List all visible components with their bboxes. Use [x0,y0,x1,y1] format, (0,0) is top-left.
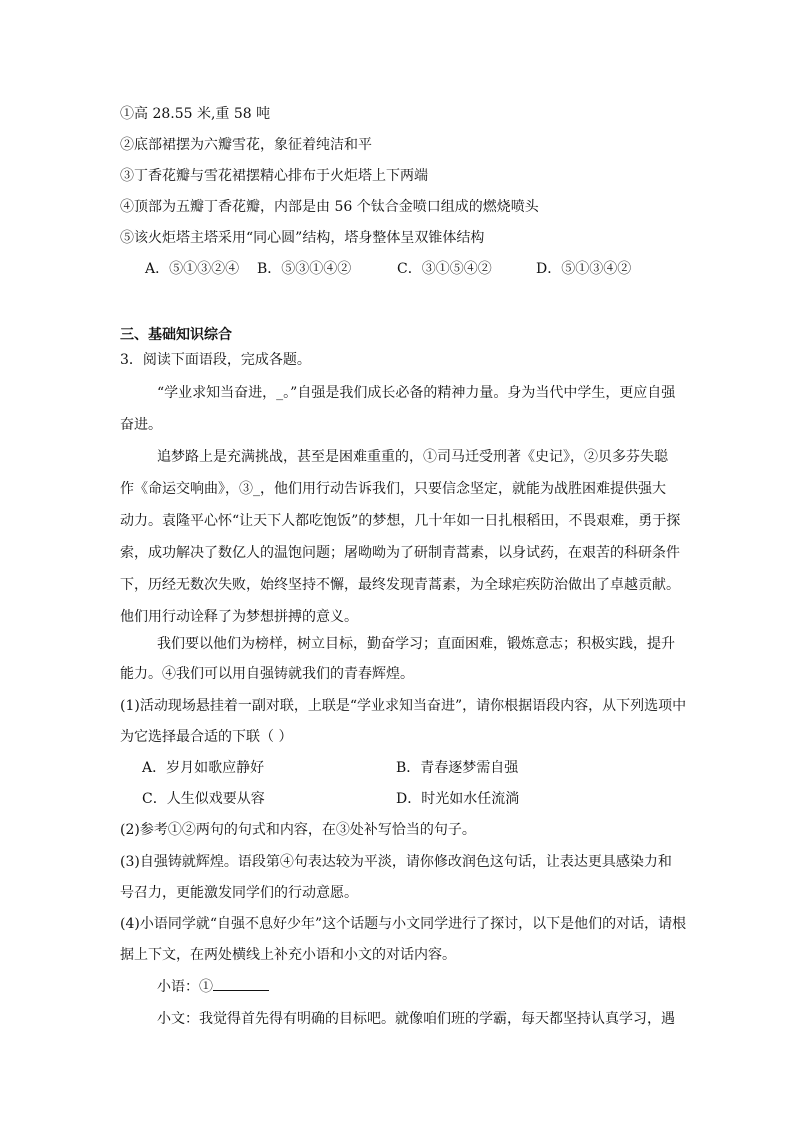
answer-blank[interactable] [213,976,269,991]
option-item-4: ④顶部为五瓣丁香花瓣，内部是由 56 个钛合金喷口组成的燃烧喷头 [120,199,539,215]
passage-p3-line1: 我们要以他们为榜样，树立目标，勤奋学习；直面困难，锻炼意志；积极实践，提升 [157,636,675,652]
sub1-option-b: B．青春逐梦需自强 [396,760,519,776]
answer-option-d: D．⑤①③④② [536,261,632,277]
option-item-1: ①高 28.55 米,重 58 吨 [120,106,271,122]
passage-p3-line2: 能力。④我们可以用自强铸就我们的青春辉煌。 [120,666,414,682]
passage-p2-line1: 追梦路上是充满挑战，甚至是困难重重的，①司马迁受刑著《史记》，②贝多芬失聪 [157,449,668,465]
answer-option-b: B．⑤③①④② [257,261,352,277]
sub1-option-c: C．人生似戏要从容 [142,791,265,807]
sub-question-4-line2: 据上下文，在两处横线上补充小语和小文的对话内容。 [120,947,456,963]
sub-question-3-line1: (3)自强铸就辉煌。语段第④句表达较为平淡，请你修改润色这句话，让表达更具感染力和 [120,854,672,870]
sub-question-3-line2: 号召力，更能激发同学们的行动意愿。 [120,885,358,901]
sub1-option-d: D．时光如水任流淌 [396,791,520,807]
sub-question-1-line1: (1)活动现场悬挂着一副对联，上联是“学业求知当奋进”，请你根据语段内容，从下列选项中 [120,698,687,714]
dialog-xiaoyu [157,976,269,997]
passage-p2-line3: 动力。袁隆平心怀“让天下人都吃饱饭”的梦想，几十年如一日扎根稻田，不畏艰难，勇于探 [120,513,681,529]
section-title: 三、基础知识综合 [120,327,232,343]
option-item-3: ③丁香花瓣与雪花裙摆精心排布于火炬塔上下两端 [120,168,428,184]
answer-option-c: C．③①⑤④② [397,261,492,277]
passage-p1-line2: 奋进。 [120,417,162,433]
dialog-xiaowen: 小文：我觉得首先得有明确的目标吧。就像咱们班的学霸，每天都坚持认真学习，遇 [157,1011,675,1027]
answer-option-a: A．⑤①③②④ [145,261,240,277]
option-item-5: ⑤该火炬塔主塔采用“同心圆”结构，塔身整体呈双锥体结构 [120,230,485,246]
sub1-option-a: A．岁月如歌应静好 [142,760,265,776]
question-stem: 3．阅读下面语段，完成各题。 [120,352,311,368]
sub-question-1-line2: 为它选择最合适的下联（ ） [120,729,293,745]
passage-p2-line4: 索，成功解决了数亿人的温饱问题；屠呦呦为了研制青蒿素，以身试药，在艰苦的科研条件 [120,545,680,561]
dialog-xiaoyu-label: 小语：① [157,979,213,995]
passage-p2-line5: 下，历经无数次失败，始终坚持不懈，最终发现青蒿素，为全球疟疾防治做出了卓越贡献。 [120,577,680,593]
option-item-2: ②底部裙摆为六瓣雪花，象征着纯洁和平 [120,137,372,153]
sub-question-4-line1: (4)小语同学就“自强不息好少年”这个话题与小文同学进行了探讨，以下是他们的对话，请根 [120,916,687,932]
passage-p2-line6: 他们用行动诠释了为梦想拼搏的意义。 [120,609,358,625]
passage-p2-line2: 作《命运交响曲》，③_，他们用行动告诉我们，只要信念坚定，就能为战胜困难提供强大 [120,481,666,497]
passage-p1-line1: “学业求知当奋进，_。”自强是我们成长必备的精神力量。身为当代中学生，更应自强 [157,385,676,401]
sub-question-2: (2)参考①②两句的句式和内容，在③处补写恰当的句子。 [120,822,476,838]
